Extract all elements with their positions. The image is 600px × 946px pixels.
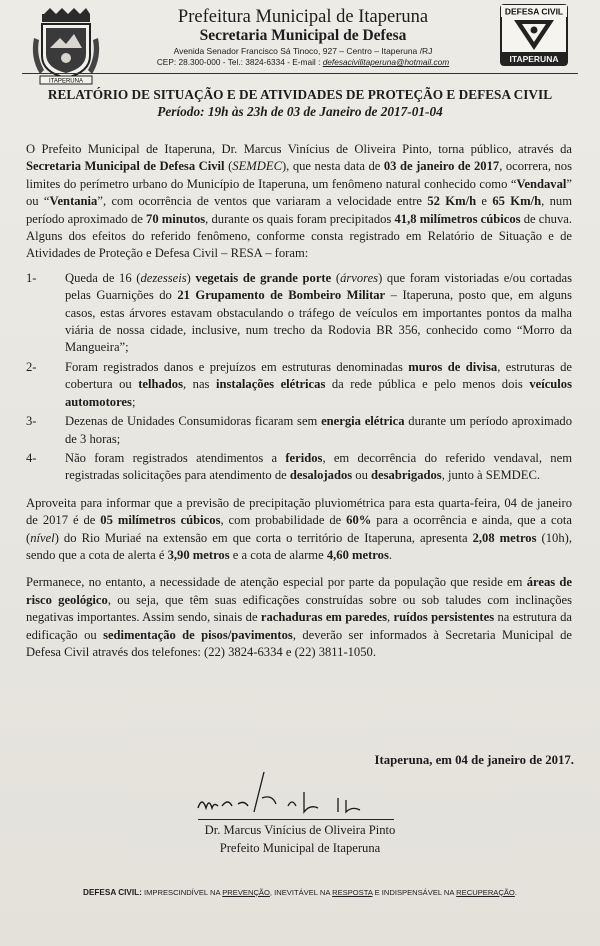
header-email: defesacivilitaperuna@hotmail.com — [322, 57, 450, 67]
text-run: veículos automotores — [65, 377, 573, 409]
signature-line — [198, 819, 394, 820]
text-run: 21 Grupamento de Bombeiro Militar — [177, 288, 386, 303]
list-item-text — [65, 270, 572, 357]
text-run: SEMDEC — [232, 159, 282, 174]
text-run: , junto à SEMDEC. — [441, 468, 541, 483]
text-run: Ventania — [49, 194, 98, 209]
footer-text: . — [514, 888, 517, 897]
crest-banner-text: ITAPERUNA — [49, 78, 83, 85]
text-run: ) do Rio Muriaé na extensão em que corta o território de Itaperuna, apresenta — [54, 530, 473, 545]
text-run: Foram registrados danos e prejuízos em estruturas denominadas — [65, 359, 409, 374]
list-item-text — [65, 359, 572, 411]
list-item-text — [65, 413, 572, 448]
text-run: telhados — [138, 377, 183, 392]
footer-lead: DEFESA CIVIL: — [83, 888, 142, 897]
text-run: ” ou “ — [26, 176, 572, 209]
text-run: ruídos persistentes — [393, 610, 495, 625]
text-run: 4,60 metros — [326, 547, 389, 562]
text-run: ) — [186, 270, 196, 285]
list-item — [26, 450, 572, 485]
forecast-paragraph — [26, 495, 572, 565]
text-run: , nas — [183, 377, 216, 392]
header-title: Prefeitura Municipal de Itaperuna — [177, 7, 429, 27]
footer-word-resposta: RESPOSTA — [332, 888, 373, 897]
text-run: 60% — [346, 513, 372, 528]
text-run: desalojados — [289, 468, 353, 483]
text-run: ), que nesta data de — [281, 159, 384, 174]
intro-paragraph — [26, 141, 572, 263]
header-contact-prefix: CEP: 28.300-000 - Tel.: 3824-6334 - E-mail : — [156, 57, 323, 67]
logo-bottom-text: ITAPERUNA — [509, 54, 559, 64]
text-run: , ou seja, que têm suas edificações construídas sobre ou sob taludes com inclinações negativas importantes. Assim sendo, sinais de — [26, 592, 573, 625]
signatory-name: Dr. Marcus Vinícius de Oliveira Pinto — [204, 823, 396, 837]
text-run: . — [388, 547, 393, 562]
list-item-number: 3- — [26, 414, 37, 429]
text-run: ”, com ocorrência de ventos que variaram a velocidade entre — [97, 194, 428, 209]
text-run: O Prefeito Municipal de Itaperuna, Dr. Marcus Vinícius de Oliveira Pinto, torna público, através da — [26, 142, 572, 156]
defesa-civil-logo-icon — [500, 4, 568, 66]
text-run: , ocorrera, nos limites do perímetro urbano do Município de Itaperuna, um fenômeno natural conhecido como “ — [26, 159, 572, 191]
text-run: ( — [224, 159, 233, 174]
text-run: feridos — [285, 450, 323, 465]
text-run: 52 Km/h — [427, 194, 477, 209]
text-run: Dezenas de Unidades Consumidoras ficaram sem — [65, 414, 322, 429]
footer-text: , INEVITÁVEL NA — [269, 888, 333, 897]
header-divider — [22, 73, 578, 74]
text-run: Secretaria Municipal de Defesa Civil — [26, 159, 225, 174]
text-run: , com probabilidade de — [220, 513, 347, 528]
text-run: sedimentação de pisos/pavimentos — [103, 627, 293, 642]
list-item — [26, 270, 572, 357]
text-run: para a ocorrência e ainda, que a cota ( — [26, 513, 572, 545]
text-run: , deverão ser informados à Secretaria Municipal de Defesa Civil através dos telefones: (22) 3824-6334 e (22) 3811-1050. — [26, 627, 572, 659]
text-run: 3,90 metros — [167, 547, 230, 562]
list-item-number: 1- — [26, 270, 37, 285]
text-run: Aproveita para informar que a previsão de precipitação pluviométrica para esta quarta-feira, 04 de janeiro de 2017 é de — [26, 495, 572, 528]
list-item — [26, 359, 572, 411]
text-run: energia elétrica — [321, 414, 405, 429]
text-run: 03 de janeiro de 2017 — [383, 159, 500, 174]
text-run: instalações elétricas — [216, 377, 326, 392]
text-run: ou — [352, 468, 372, 483]
header-address: Avenida Senador Francisco Sá Tinoco, 927 – Centro – Itaperuna /RJ — [173, 46, 433, 56]
signoff-date: Itaperuna, em 04 de janeiro de 2017. — [374, 753, 574, 767]
list-item-number: 4- — [26, 450, 37, 465]
text-run: da rede pública e pelo menos dois — [325, 377, 530, 392]
footer-motto — [20, 888, 580, 897]
text-run: e — [476, 194, 493, 209]
text-run: e a cota de alarme — [229, 547, 327, 562]
signatory-role: Prefeito Municipal de Itaperuna — [219, 841, 381, 855]
text-run: vegetais de grande porte — [195, 270, 332, 285]
footer-word-recuperacao: RECUPERAÇÃO — [456, 888, 515, 897]
text-run: , — [387, 610, 394, 625]
list-item — [26, 413, 572, 448]
text-run: rachaduras em paredes — [260, 610, 387, 625]
text-run: na estrutura da edificação ou — [26, 610, 573, 642]
text-run: desabrigados — [371, 468, 442, 483]
text-run: 2,08 metros — [472, 530, 537, 545]
report-body — [26, 141, 572, 661]
text-run: ( — [331, 270, 341, 285]
text-run: Vendaval — [516, 176, 567, 191]
letterhead — [0, 0, 600, 92]
text-run: 41,8 milímetros cúbicos — [394, 211, 521, 226]
risk-paragraph — [26, 574, 572, 661]
text-run: – Itaperuna, posto que, em alguns casos, estas árvores estavam obstaculando o tráfego de veículos em importantes pontos da malha viária de nossa cidade, inclusive, num trecho da Rodovia BR 356, conhecido como “Morro da Mangueira”; — [65, 288, 573, 355]
text-run: , estruturas de cobertura ou — [65, 359, 572, 392]
text-run: durante um período aproximado de 3 horas; — [65, 414, 572, 446]
handwritten-signature-icon — [192, 768, 382, 824]
text-run: árvores — [340, 270, 379, 285]
text-run: Queda de 16 ( — [65, 270, 141, 285]
text-run: (10h), sendo que a cota de alerta é — [26, 530, 572, 562]
footer-text: E INDISPENSÁVEL NA — [372, 888, 457, 897]
text-run: nível — [30, 530, 55, 545]
text-run: Não foram registrados atendimentos a — [65, 450, 286, 465]
effects-list — [26, 270, 572, 485]
text-run: ; — [131, 394, 136, 409]
municipal-crest-icon — [30, 8, 102, 86]
text-run: , durante os quais foram precipitados — [205, 211, 395, 226]
report-title: RELATÓRIO DE SITUAÇÃO E DE ATIVIDADES DE PROTEÇÃO E DEFESA CIVIL — [47, 87, 553, 102]
logo-top-text: DEFESA CIVIL — [504, 6, 564, 17]
text-run: ) que foram vistoriadas e/ou cortadas pelas Guarnições do — [65, 270, 572, 303]
text-run: 70 minutos — [146, 211, 206, 226]
text-run: , em decorrência do referido vendaval, nem registradas solicitações para atendimento de — [65, 450, 572, 483]
footer-word-prevencao: PREVENÇÃO — [222, 888, 270, 897]
text-run: 05 milímetros cúbicos — [100, 513, 221, 528]
text-run: , num período aproximado de — [26, 194, 572, 226]
report-period: Período: 19h às 23h de 03 de Janeiro de 2017-01-04 — [157, 104, 443, 119]
header-secretaria: Secretaria Municipal de Defesa — [199, 27, 407, 44]
list-item-number: 2- — [26, 359, 37, 374]
footer-text: IMPRESCINDÍVEL NA — [141, 888, 223, 897]
text-run: áreas de risco geológico — [26, 575, 572, 607]
text-run: 65 Km/h — [492, 194, 542, 209]
list-item-text — [65, 450, 572, 485]
header-contact — [108, 57, 498, 68]
text-run: dezesseis — [140, 270, 187, 285]
text-run: muros de divisa — [408, 359, 498, 374]
text-run: de chuva. Alguns dos efeitos do referido fenômeno, conforme consta registrado em Relatório de Situação e de Atividades de Proteção e Defesa Civil – RESA – foram: — [26, 211, 572, 261]
text-run: Permanece, no entanto, a necessidade de atenção especial por parte da população que reside em — [26, 575, 527, 590]
